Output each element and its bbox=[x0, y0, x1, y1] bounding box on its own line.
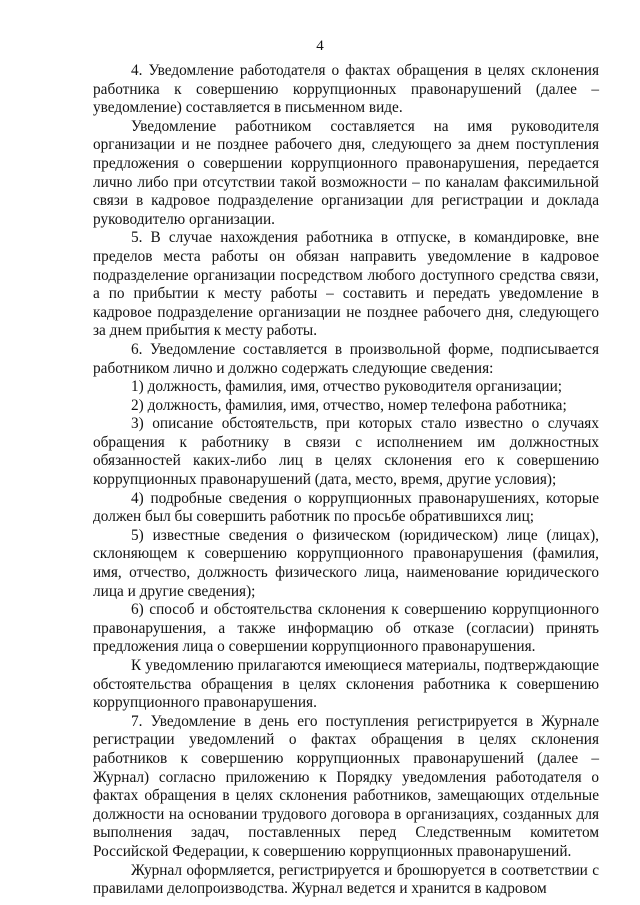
list-item-2: 2) должность, фамилия, имя, отчество, номер телефона работника; bbox=[131, 396, 567, 414]
list-item-5: 5) известные сведения о физическом (юридическом) лице (лицах), склоняющем к совершению коррупционного правонарушения (фамилия, имя, отчество, должность физического лица, наименование юридического лица и другие сведения); bbox=[93, 526, 599, 600]
list-item-3: 3) описание обстоятельств, при которых стало известно о случаях обращения к работнику в связи с исполнением им должностных обязанностей каких-либо лиц в целях склонения его к совершению коррупционных правонарушений (дата, место, время, другие условия); bbox=[93, 415, 599, 489]
paragraph-6: 6. Уведомление составляется в произвольной форме, подписывается работником лично и должно содержать следующие сведения: bbox=[93, 340, 599, 377]
paragraph-4: 4. Уведомление работодателя о фактах обращения в целях склонения работника к совершению коррупционных правонарушений (далее – уведомление) составляется в письменном виде. bbox=[93, 62, 599, 117]
document-body bbox=[93, 62, 599, 899]
list-item-6: 6) способ и обстоятельства склонения к совершению коррупционного правонарушения, а также информацию об отказе (согласии) принять предложения лица о совершении коррупционного правонарушения. bbox=[93, 601, 599, 656]
paragraph-journal: Журнал оформляется, регистрируется и брошюруется в соответствии с правилами делопроизводства. Журнал ведется и хранится в кадровом bbox=[93, 861, 599, 898]
list-item-4: 4) подробные сведения о коррупционных правонарушениях, которые должен был бы совершить работник по просьбе обратившихся лиц; bbox=[93, 489, 599, 526]
page-number: 4 bbox=[316, 38, 324, 54]
paragraph-7: 7. Уведомление в день его поступления регистрируется в Журнале регистрации уведомлений о фактах обращения в целях склонения работников к совершению коррупционных правонарушений (далее – Журнал) согласно приложению к Порядку уведомления работодателя о фактах обращения в целях склонения работников, замещающих отдельные должности на основании трудового договора в организациях, созданных для выполнения задач, поставленных перед Следственным комитетом Российской Федерации, к совершению коррупционных правонарушений. bbox=[93, 712, 599, 860]
paragraph-5: 5. В случае нахождения работника в отпуске, в командировке, вне пределов места работы он обязан направить уведомление в кадровое подразделение организации посредством любого доступного средства связи, а по прибытии к месту работы – составить и передать уведомление в кадровое подразделение организации не позднее рабочего дня, следующего за днем прибытия к месту работы. bbox=[93, 229, 599, 340]
list-item-1: 1) должность, фамилия, имя, отчество руководителя организации; bbox=[131, 378, 563, 396]
paragraph-attachments: К уведомлению прилагаются имеющиеся материалы, подтверждающие обстоятельства обращения в целях склонения работника к совершению коррупционного правонарушения. bbox=[93, 657, 599, 712]
paragraph-notification-procedure: Уведомление работником составляется на имя руководителя организации и не позднее рабочего дня, следующего за днем поступления предложения о совершении коррупционного правонарушения, передается лично либо при отсутствии такой возможности – по каналам факсимильной связи в кадровое подразделение организации для регистрации и доклада руководителю организации. bbox=[93, 117, 599, 228]
